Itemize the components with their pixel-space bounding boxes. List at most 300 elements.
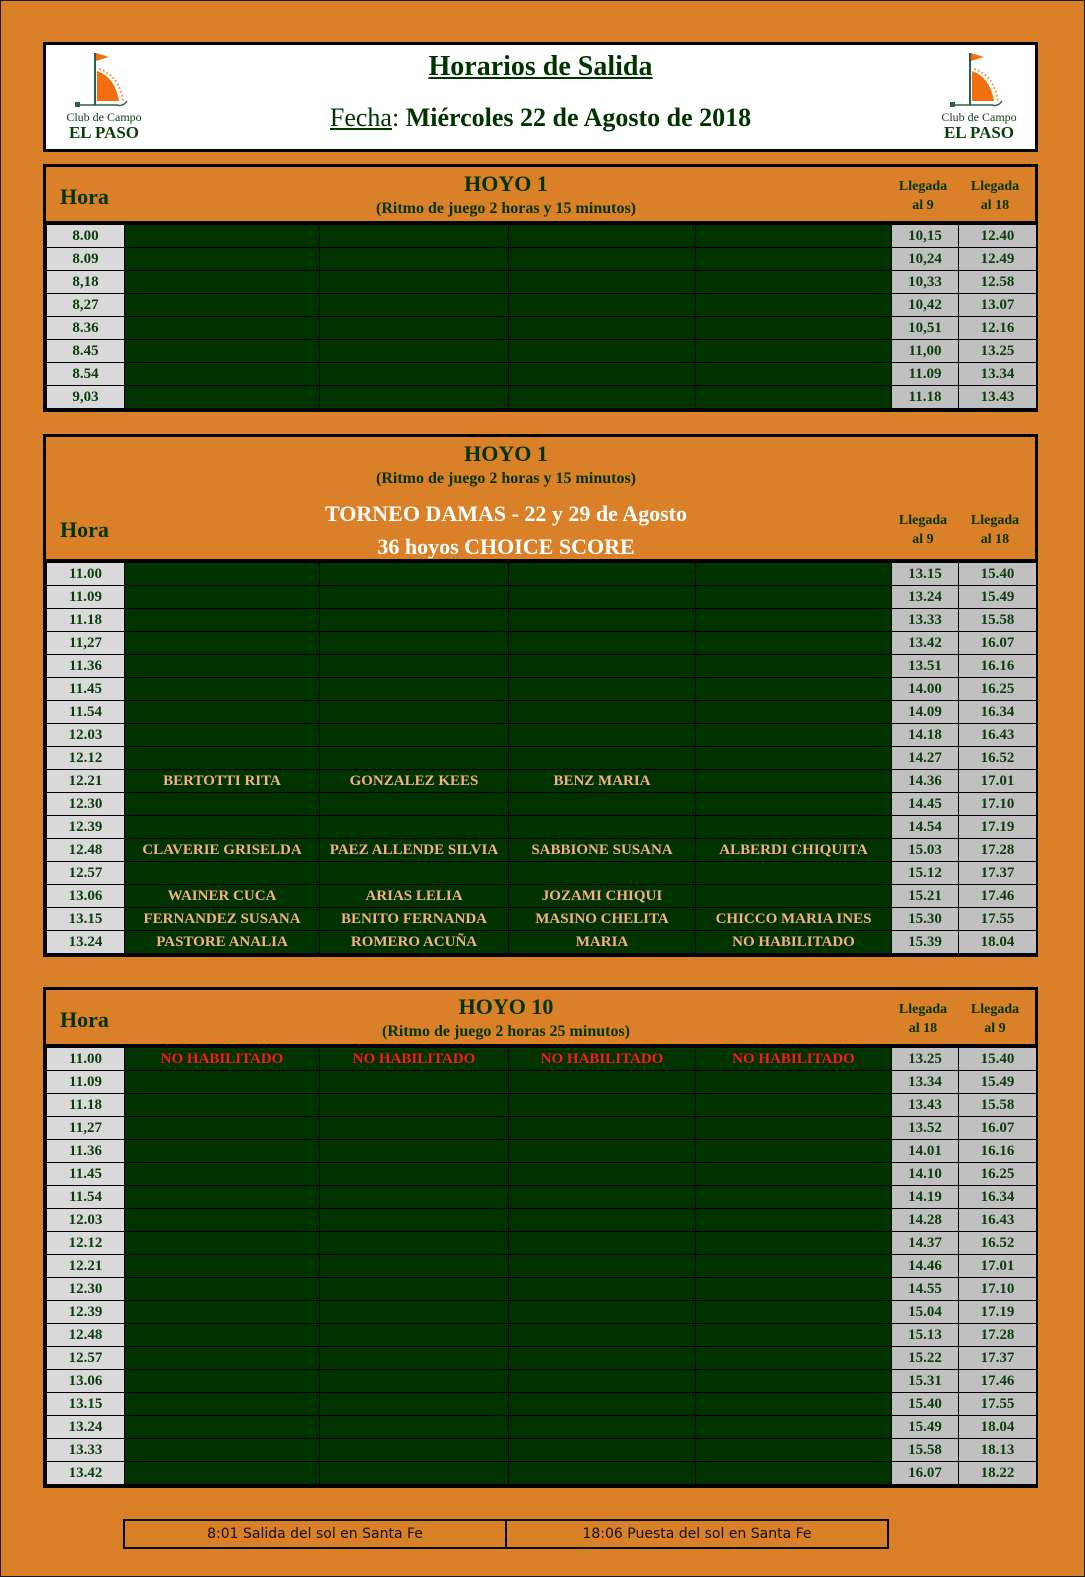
player-slot-cell[interactable]: [320, 340, 509, 363]
tee-time-cell: 8.36: [47, 317, 125, 340]
player-slot-cell[interactable]: [696, 1324, 892, 1347]
arrival-time-cell-1: 11,00: [892, 340, 959, 363]
player-slot-cell[interactable]: [509, 678, 696, 701]
tee-time-cell: 12.30: [47, 1278, 125, 1301]
player-slot-cell[interactable]: [125, 1140, 320, 1163]
sunrise-text: 8:01 Salida del sol en Santa Fe: [125, 1521, 507, 1547]
player-slot-cell[interactable]: [320, 1416, 509, 1439]
tee-time-cell: 12.57: [47, 1347, 125, 1370]
tee-time-row: [47, 563, 1037, 586]
player-slot-cell[interactable]: [125, 1393, 320, 1416]
arrival-header-line: Llegada: [970, 1002, 1020, 1017]
player-slot-cell[interactable]: [509, 1416, 696, 1439]
arrival-time-cell-2: 12.58: [959, 271, 1037, 294]
player-slot-cell[interactable]: [320, 1209, 509, 1232]
player-slot-cell[interactable]: [320, 1278, 509, 1301]
player-slot-cell[interactable]: [509, 317, 696, 340]
player-slot-cell[interactable]: BENITO FERNANDA: [320, 908, 509, 931]
player-slot-cell[interactable]: [125, 1439, 320, 1462]
player-slot-cell[interactable]: [320, 1117, 509, 1140]
player-slot-cell[interactable]: [125, 678, 320, 701]
arrival-time-cell-1: 15.31: [892, 1370, 959, 1393]
player-slot-cell[interactable]: CHICCO MARIA INES: [696, 908, 892, 931]
arrival-time-cell-1: 14.28: [892, 1209, 959, 1232]
player-slot-cell[interactable]: [320, 1255, 509, 1278]
player-slot-cell[interactable]: [125, 724, 320, 747]
tee-time-cell: 11.45: [47, 678, 125, 701]
player-slot-cell[interactable]: [696, 225, 892, 248]
arrival-time-cell-1: 15.21: [892, 885, 959, 908]
player-slot-cell[interactable]: [696, 294, 892, 317]
player-slot-cell[interactable]: [509, 1209, 696, 1232]
tee-time-row: [47, 1186, 1037, 1209]
arrival-header-1: [890, 177, 956, 215]
player-slot-cell[interactable]: [125, 363, 320, 386]
arrival-time-cell-1: 14.09: [892, 701, 959, 724]
tee-time-cell: 12.21: [47, 1255, 125, 1278]
player-slot-cell[interactable]: [696, 747, 892, 770]
player-slot-cell[interactable]: NO HABILITADO: [696, 931, 892, 954]
player-slot-cell[interactable]: [696, 1462, 892, 1485]
player-slot-cell[interactable]: [320, 632, 509, 655]
player-slot-cell[interactable]: [125, 1209, 320, 1232]
player-slot-cell[interactable]: [509, 1347, 696, 1370]
arrival-header-line: Llegada: [970, 179, 1020, 194]
arrival-time-cell-1: 13.33: [892, 609, 959, 632]
player-slot-cell[interactable]: NO HABILITADO: [509, 1048, 696, 1071]
arrival-time-cell-2: 16.16: [959, 1140, 1037, 1163]
player-slot-cell[interactable]: [509, 816, 696, 839]
player-slot-cell[interactable]: WAINER CUCA: [125, 885, 320, 908]
player-slot-cell[interactable]: [696, 1301, 892, 1324]
player-slot-cell[interactable]: [509, 1301, 696, 1324]
player-slot-cell[interactable]: [696, 363, 892, 386]
player-slot-cell[interactable]: [509, 609, 696, 632]
player-slot-cell[interactable]: [509, 655, 696, 678]
player-slot-cell[interactable]: [696, 609, 892, 632]
player-slot-cell[interactable]: [509, 363, 696, 386]
player-slot-cell[interactable]: [509, 586, 696, 609]
player-slot-cell[interactable]: [696, 1071, 892, 1094]
arrival-header-line: al 9: [984, 1021, 1006, 1036]
arrival-time-cell-2: 16.43: [959, 724, 1037, 747]
page-header: [43, 42, 1038, 152]
player-slot-cell[interactable]: [696, 816, 892, 839]
club-logo-right: [929, 49, 1029, 145]
player-slot-cell[interactable]: [696, 1209, 892, 1232]
tee-time-row: [47, 1370, 1037, 1393]
player-slot-cell[interactable]: [696, 885, 892, 908]
player-slot-cell[interactable]: [696, 340, 892, 363]
arrival-header-1: [890, 511, 956, 549]
player-slot-cell[interactable]: [509, 1140, 696, 1163]
player-slot-cell[interactable]: [125, 317, 320, 340]
tee-time-cell: 12.03: [47, 1209, 125, 1232]
tee-time-row: [47, 862, 1037, 885]
player-slot-cell[interactable]: [509, 271, 696, 294]
arrival-time-cell-2: 17.37: [959, 1347, 1037, 1370]
player-slot-cell[interactable]: [696, 563, 892, 586]
player-slot-cell[interactable]: [125, 609, 320, 632]
player-slot-cell[interactable]: [509, 225, 696, 248]
tee-time-row: [47, 1117, 1037, 1140]
player-slot-cell[interactable]: [125, 1301, 320, 1324]
tee-time-cell: 13.42: [47, 1462, 125, 1485]
tee-time-row: [47, 1094, 1037, 1117]
arrival-time-cell-1: 13.43: [892, 1094, 959, 1117]
player-slot-cell[interactable]: [125, 586, 320, 609]
player-slot-cell[interactable]: [320, 655, 509, 678]
hoyo-title: HOYO 1: [464, 441, 548, 466]
player-slot-cell[interactable]: [320, 1301, 509, 1324]
player-slot-cell[interactable]: [696, 1140, 892, 1163]
arrival-time-cell-1: 15.12: [892, 862, 959, 885]
player-slot-cell[interactable]: [125, 1117, 320, 1140]
tee-time-cell: 12.12: [47, 1232, 125, 1255]
player-slot-cell[interactable]: [509, 862, 696, 885]
player-slot-cell[interactable]: [509, 747, 696, 770]
arrival-time-cell-1: 10,15: [892, 225, 959, 248]
player-slot-cell[interactable]: [509, 701, 696, 724]
player-slot-cell[interactable]: [125, 1163, 320, 1186]
hoyo-title: HOYO 10: [458, 994, 554, 1019]
arrival-time-cell-1: 11.18: [892, 386, 959, 409]
tee-time-row: [47, 816, 1037, 839]
player-slot-cell[interactable]: [320, 1186, 509, 1209]
tee-time-cell: 8.09: [47, 248, 125, 271]
tee-time-cell: 12.57: [47, 862, 125, 885]
tee-time-row: [47, 678, 1037, 701]
player-slot-cell[interactable]: [320, 1094, 509, 1117]
player-slot-cell[interactable]: [125, 386, 320, 409]
player-slot-cell[interactable]: [696, 1416, 892, 1439]
arrival-time-cell-2: 13.34: [959, 363, 1037, 386]
arrival-time-cell-2: 16.34: [959, 1186, 1037, 1209]
player-slot-cell[interactable]: [320, 793, 509, 816]
player-slot-cell[interactable]: NO HABILITADO: [696, 1048, 892, 1071]
player-slot-cell[interactable]: [125, 1255, 320, 1278]
player-slot-cell[interactable]: [696, 1163, 892, 1186]
arrival-time-cell-2: 16.34: [959, 701, 1037, 724]
player-slot-cell[interactable]: [509, 1186, 696, 1209]
arrival-header-line: Llegada: [898, 513, 948, 528]
player-slot-cell[interactable]: [509, 563, 696, 586]
player-slot-cell[interactable]: [509, 1232, 696, 1255]
player-slot-cell[interactable]: NO HABILITADO: [320, 1048, 509, 1071]
player-slot-cell[interactable]: [320, 225, 509, 248]
player-slot-cell[interactable]: CLAVERIE GRISELDA: [125, 839, 320, 862]
arrival-time-cell-1: 14.46: [892, 1255, 959, 1278]
tee-time-row: [47, 770, 1037, 793]
player-slot-cell[interactable]: [509, 1393, 696, 1416]
player-slot-cell[interactable]: [696, 1255, 892, 1278]
tee-time-row: [47, 586, 1037, 609]
player-slot-cell[interactable]: [125, 248, 320, 271]
arrival-time-cell-2: 16.52: [959, 747, 1037, 770]
hoyo-title: HOYO 1: [464, 171, 548, 196]
logo-club-text: Club de Campo: [66, 110, 142, 124]
tee-time-cell: 13.33: [47, 1439, 125, 1462]
arrival-time-cell-1: 15.40: [892, 1393, 959, 1416]
player-slot-cell[interactable]: [125, 1071, 320, 1094]
tee-time-row: [47, 632, 1037, 655]
tee-time-row: [47, 701, 1037, 724]
arrival-time-cell-1: 14.54: [892, 816, 959, 839]
player-slot-cell[interactable]: [320, 386, 509, 409]
player-slot-cell[interactable]: PAEZ ALLENDE SILVIA: [320, 839, 509, 862]
player-slot-cell[interactable]: [696, 678, 892, 701]
player-slot-cell[interactable]: [696, 1393, 892, 1416]
player-slot-cell[interactable]: [509, 294, 696, 317]
arrival-time-cell-1: 16.07: [892, 1462, 959, 1485]
arrival-header-line: Llegada: [898, 1002, 948, 1017]
player-slot-cell[interactable]: [696, 701, 892, 724]
arrival-time-cell-1: 14.37: [892, 1232, 959, 1255]
arrival-time-cell-1: 15.39: [892, 931, 959, 954]
player-slot-cell[interactable]: [125, 701, 320, 724]
player-slot-cell[interactable]: [509, 1255, 696, 1278]
tee-time-cell: 12.48: [47, 1324, 125, 1347]
player-slot-cell[interactable]: [320, 248, 509, 271]
player-slot-cell[interactable]: [696, 724, 892, 747]
tee-time-row: [47, 839, 1037, 862]
player-slot-cell[interactable]: BERTOTTI RITA: [125, 770, 320, 793]
tee-time-row: [47, 655, 1037, 678]
player-slot-cell[interactable]: [320, 586, 509, 609]
arrival-time-cell-2: 18.13: [959, 1439, 1037, 1462]
player-slot-cell[interactable]: BENZ MARIA: [509, 770, 696, 793]
date-value: Miércoles 22 de Agosto de 2018: [405, 103, 752, 132]
schedule-section-hoyo1-morning: [43, 164, 1038, 412]
tee-time-row: [47, 908, 1037, 931]
player-slot-cell[interactable]: [125, 563, 320, 586]
player-slot-cell[interactable]: [320, 1370, 509, 1393]
tee-time-row: [47, 885, 1037, 908]
player-slot-cell[interactable]: [320, 317, 509, 340]
player-slot-cell[interactable]: [125, 225, 320, 248]
player-slot-cell[interactable]: [696, 655, 892, 678]
player-slot-cell[interactable]: [125, 1416, 320, 1439]
arrival-header-line: Llegada: [898, 179, 948, 194]
player-slot-cell[interactable]: [320, 1393, 509, 1416]
hora-label: Hora: [60, 1007, 109, 1032]
player-slot-cell[interactable]: [125, 816, 320, 839]
arrival-time-cell-2: 12.16: [959, 317, 1037, 340]
tee-time-cell: 12.21: [47, 770, 125, 793]
player-slot-cell[interactable]: [125, 271, 320, 294]
player-slot-cell[interactable]: [509, 1370, 696, 1393]
player-slot-cell[interactable]: [696, 770, 892, 793]
arrival-time-cell-2: 17.19: [959, 1301, 1037, 1324]
player-slot-cell[interactable]: [320, 563, 509, 586]
golf-flag-icon: [944, 49, 1014, 111]
tee-time-row: [47, 363, 1037, 386]
player-slot-cell[interactable]: [696, 1117, 892, 1140]
tee-time-cell: 11.09: [47, 586, 125, 609]
arrival-time-cell-1: 14.10: [892, 1163, 959, 1186]
arrival-time-cell-1: 13.15: [892, 563, 959, 586]
tee-time-cell: 12.39: [47, 816, 125, 839]
player-slot-cell[interactable]: [696, 793, 892, 816]
player-slot-cell[interactable]: [320, 609, 509, 632]
player-slot-cell[interactable]: [125, 1370, 320, 1393]
player-slot-cell[interactable]: ROMERO ACUÑA: [320, 931, 509, 954]
player-slot-cell[interactable]: MARIA: [509, 931, 696, 954]
tee-time-table: [46, 562, 1037, 954]
player-slot-cell[interactable]: [320, 816, 509, 839]
tee-time-row: [47, 1301, 1037, 1324]
player-slot-cell[interactable]: [125, 1347, 320, 1370]
tee-time-row: [47, 1209, 1037, 1232]
player-slot-cell[interactable]: [509, 1094, 696, 1117]
player-slot-cell[interactable]: [125, 294, 320, 317]
player-slot-cell[interactable]: [125, 632, 320, 655]
player-slot-cell[interactable]: [509, 1324, 696, 1347]
player-slot-cell[interactable]: [125, 1462, 320, 1485]
arrival-time-cell-2: 18.04: [959, 1416, 1037, 1439]
player-slot-cell[interactable]: [509, 724, 696, 747]
sunset-text: 18:06 Puesta del sol en Santa Fe: [582, 1526, 812, 1542]
arrival-time-cell-1: 14.36: [892, 770, 959, 793]
tee-time-cell: 13.15: [47, 908, 125, 931]
arrival-header-line: al 9: [912, 198, 934, 213]
player-slot-cell[interactable]: [320, 1347, 509, 1370]
player-slot-cell[interactable]: [320, 1324, 509, 1347]
player-slot-cell[interactable]: [509, 386, 696, 409]
player-slot-cell[interactable]: [696, 271, 892, 294]
player-slot-cell[interactable]: JOZAMI CHIQUI: [509, 885, 696, 908]
tee-time-cell: 11.54: [47, 701, 125, 724]
player-slot-cell[interactable]: [509, 1462, 696, 1485]
player-slot-cell[interactable]: [320, 1140, 509, 1163]
tee-time-cell: 8,18: [47, 271, 125, 294]
player-slot-cell[interactable]: [509, 793, 696, 816]
tee-time-row: [47, 1347, 1037, 1370]
player-slot-cell[interactable]: [696, 1278, 892, 1301]
arrival-time-cell-2: 17.10: [959, 793, 1037, 816]
player-slot-cell[interactable]: [125, 1094, 320, 1117]
player-slot-cell[interactable]: [696, 1439, 892, 1462]
arrival-time-cell-2: 16.43: [959, 1209, 1037, 1232]
player-slot-cell[interactable]: [509, 1439, 696, 1462]
arrival-time-cell-1: 15.03: [892, 839, 959, 862]
schedule-section-hoyo10: [43, 987, 1038, 1488]
player-slot-cell[interactable]: [320, 294, 509, 317]
player-slot-cell[interactable]: [320, 862, 509, 885]
player-slot-cell[interactable]: [509, 1117, 696, 1140]
section-header: [46, 990, 1035, 1047]
arrival-time-cell-2: 13.25: [959, 340, 1037, 363]
player-slot-cell[interactable]: [125, 793, 320, 816]
tee-time-cell: 11.18: [47, 609, 125, 632]
tee-time-row: [47, 1278, 1037, 1301]
player-slot-cell[interactable]: [509, 248, 696, 271]
player-slot-cell[interactable]: [125, 1232, 320, 1255]
arrival-time-cell-2: 15.40: [959, 563, 1037, 586]
player-slot-cell[interactable]: [320, 1462, 509, 1485]
player-slot-cell[interactable]: [125, 1278, 320, 1301]
player-slot-cell[interactable]: [696, 1370, 892, 1393]
player-slot-cell[interactable]: [320, 363, 509, 386]
player-slot-cell[interactable]: [696, 386, 892, 409]
player-slot-cell[interactable]: [320, 1439, 509, 1462]
player-slot-cell[interactable]: [125, 340, 320, 363]
player-slot-cell[interactable]: [125, 655, 320, 678]
logo-name-text: EL PASO: [68, 123, 140, 142]
player-slot-cell[interactable]: [509, 1071, 696, 1094]
player-slot-cell[interactable]: [125, 1324, 320, 1347]
player-slot-cell[interactable]: [509, 1278, 696, 1301]
arrival-time-cell-2: 12.40: [959, 225, 1037, 248]
player-slot-cell[interactable]: [320, 678, 509, 701]
arrival-time-cell-1: 13.34: [892, 1071, 959, 1094]
player-slot-cell[interactable]: [696, 586, 892, 609]
player-slot-cell[interactable]: [696, 1186, 892, 1209]
player-slot-cell[interactable]: FERNANDEZ SUSANA: [125, 908, 320, 931]
player-slot-cell[interactable]: MASINO CHELITA: [509, 908, 696, 931]
arrival-time-cell-2: 17.28: [959, 1324, 1037, 1347]
tee-time-row: [47, 248, 1037, 271]
arrival-time-cell-2: 17.46: [959, 885, 1037, 908]
player-slot-cell[interactable]: [509, 1163, 696, 1186]
tee-time-row: [47, 1071, 1037, 1094]
player-slot-cell[interactable]: [320, 271, 509, 294]
arrival-time-cell-1: 15.22: [892, 1347, 959, 1370]
player-slot-cell[interactable]: GONZALEZ KEES: [320, 770, 509, 793]
player-slot-cell[interactable]: [320, 724, 509, 747]
tee-time-row: [47, 317, 1037, 340]
player-slot-cell[interactable]: [320, 701, 509, 724]
player-slot-cell[interactable]: [125, 747, 320, 770]
player-slot-cell[interactable]: [696, 1347, 892, 1370]
player-slot-cell[interactable]: [320, 1163, 509, 1186]
tee-time-row: [47, 747, 1037, 770]
player-slot-cell[interactable]: [125, 862, 320, 885]
player-slot-cell[interactable]: [320, 747, 509, 770]
player-slot-cell[interactable]: NO HABILITADO: [125, 1048, 320, 1071]
tee-time-row: [47, 1140, 1037, 1163]
tee-time-cell: 12.48: [47, 839, 125, 862]
tee-time-cell: 11.36: [47, 1140, 125, 1163]
player-slot-cell[interactable]: [509, 340, 696, 363]
player-slot-cell[interactable]: [696, 317, 892, 340]
tee-time-row: [47, 1462, 1037, 1485]
player-slot-cell[interactable]: [125, 1186, 320, 1209]
arrival-header-line: Llegada: [970, 513, 1020, 528]
player-slot-cell[interactable]: [696, 1232, 892, 1255]
arrival-time-cell-2: 17.55: [959, 908, 1037, 931]
arrival-time-cell-1: 13.25: [892, 1048, 959, 1071]
player-slot-cell[interactable]: ALBERDI CHIQUITA: [696, 839, 892, 862]
player-slot-cell[interactable]: [509, 632, 696, 655]
hora-label: Hora: [60, 517, 109, 542]
player-slot-cell[interactable]: [320, 1232, 509, 1255]
player-slot-cell[interactable]: [696, 632, 892, 655]
arrival-header-line: al 18: [908, 1021, 938, 1036]
logo-name-text: EL PASO: [943, 123, 1015, 142]
player-slot-cell[interactable]: SABBIONE SUSANA: [509, 839, 696, 862]
arrival-time-cell-2: 17.28: [959, 839, 1037, 862]
arrival-time-cell-1: 10,24: [892, 248, 959, 271]
page-title: Horarios de Salida: [428, 51, 653, 82]
player-slot-cell[interactable]: PASTORE ANALIA: [125, 931, 320, 954]
player-slot-cell[interactable]: ARIAS LELIA: [320, 885, 509, 908]
player-slot-cell[interactable]: [696, 862, 892, 885]
player-slot-cell[interactable]: [696, 1094, 892, 1117]
player-slot-cell[interactable]: [696, 248, 892, 271]
tee-time-cell: 11,27: [47, 1117, 125, 1140]
player-slot-cell[interactable]: [320, 1071, 509, 1094]
